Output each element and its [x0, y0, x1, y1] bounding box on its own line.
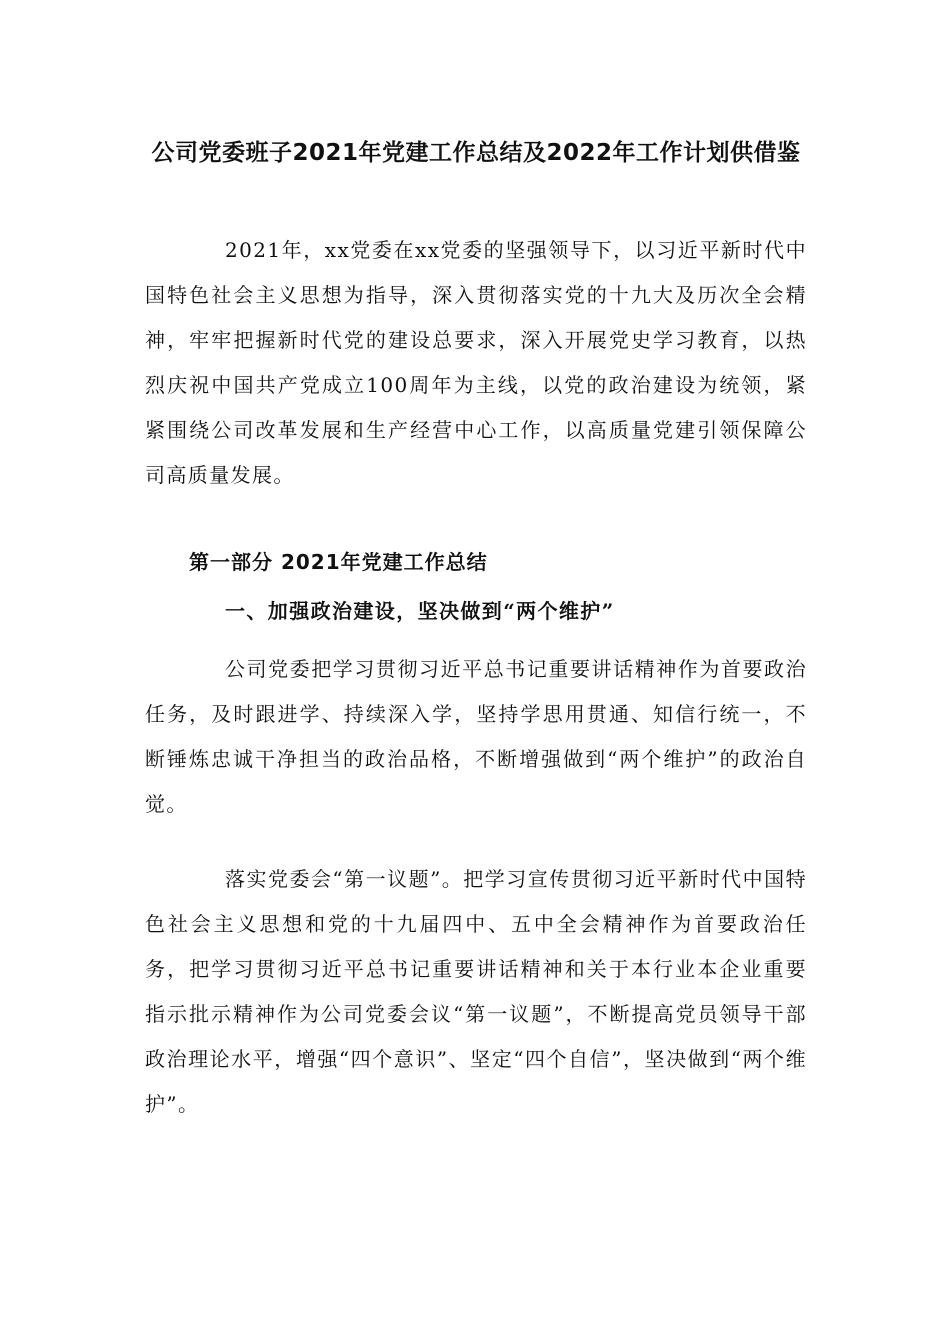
document-title: 公司党委班子2021年党建工作总结及2022年工作计划供借鉴	[151, 140, 801, 166]
section-one-paragraph-1: 公司党委把学习贯彻习近平总书记重要讲话精神作为首要政治任务，及时跟进学、持续深入学，坚持学思用贯通、知信行统一，不断锤炼忠诚干净担当的政治品格，不断增强做到“两个维护”的政治自觉。	[145, 657, 807, 816]
intro-paragraph: 2021年，xx党委在xx党委的坚强领导下，以习近平新时代中国特色社会主义思想为指导，深入贯彻落实党的十九大及历次全会精神，牢牢把握新时代党的建设总要求，深入开展党史学习教育，以热烈庆祝中国共产党成立100周年为主线，以党的政治建设为统领，紧紧围绕公司改革发展和生产经营中心工作，以高质量党建引领保障公司高质量发展。	[145, 238, 807, 487]
part-one-heading: 第一部分 2021年党建工作总结	[189, 550, 488, 574]
section-one-paragraph-2: 落实党委会“第一议题”。把学习宣传贯彻习近平新时代中国特色社会主义思想和党的十九届四中、五中全会精神作为首要政治任务，把学习贯彻习近平总书记重要讲话精神和关于本行业本企业重要指示批示精神作为公司党委会议“第一议题”，不断提高党员领导干部政治理论水平，增强“四个意识”、坚定“四个自信”，坚决做到“两个维护”。	[145, 867, 807, 1116]
section-one-heading: 一、加强政治建设，坚决做到“两个维护”	[225, 599, 615, 623]
